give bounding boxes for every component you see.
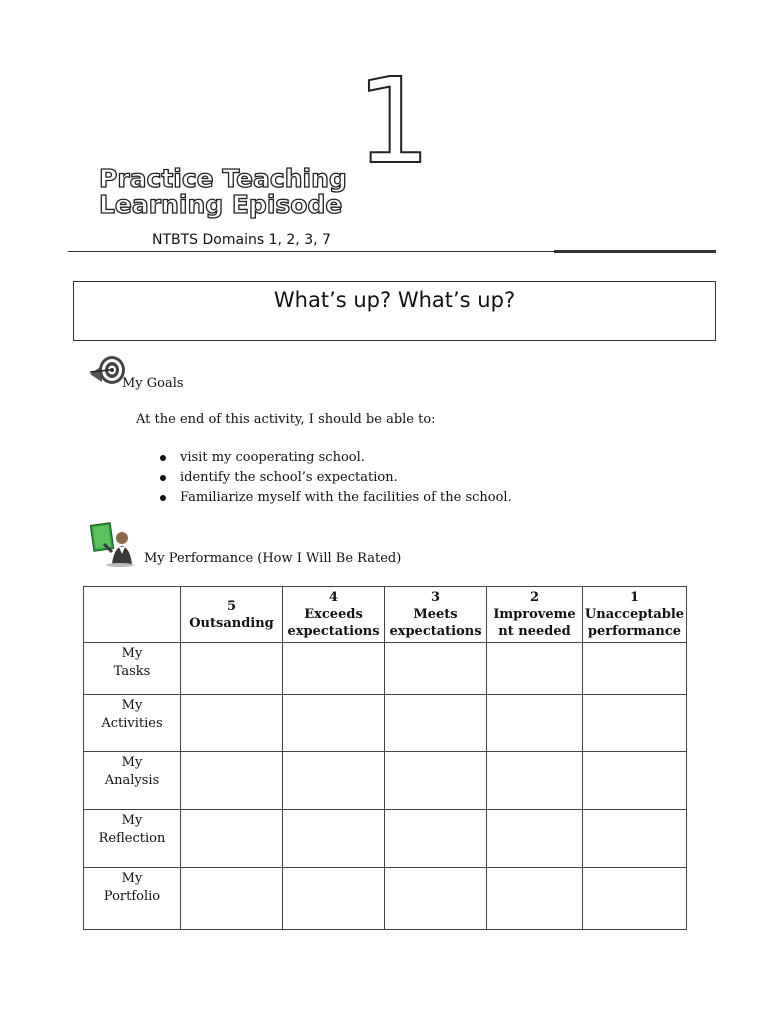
section-banner: [73, 281, 716, 341]
goals-list: [160, 449, 512, 509]
rating-cell: [487, 810, 583, 868]
rating-cell: [385, 643, 487, 695]
teacher-presentation-icon: [90, 522, 136, 568]
rating-cell: [487, 752, 583, 810]
rating-cell: [181, 868, 283, 930]
table-header-cell: 4 Exceeds expectations: [283, 587, 385, 643]
rating-cell: [385, 752, 487, 810]
rating-cell: [583, 810, 687, 868]
table-header-empty: [84, 587, 181, 643]
rating-cell: [283, 695, 385, 752]
goals-label: My Goals: [122, 376, 184, 391]
table-row: [84, 868, 687, 930]
rating-cell: [583, 643, 687, 695]
list-item: visit my cooperating school.: [160, 449, 512, 469]
bullet-icon: [160, 475, 166, 481]
list-item: Familiarize myself with the facilities of the school.: [160, 489, 512, 509]
rating-cell: [181, 643, 283, 695]
table-header-cell: 3 Meets expectations: [385, 587, 487, 643]
goals-intro: At the end of this activity, I should be able to:: [136, 412, 436, 427]
rating-cell: [583, 752, 687, 810]
rating-cell: [385, 695, 487, 752]
episode-title-line1: Practice Teaching: [99, 164, 347, 193]
row-label: My Reflection: [84, 810, 181, 868]
rating-cell: [487, 643, 583, 695]
table-header-row: [84, 587, 687, 643]
table-row: [84, 810, 687, 868]
episode-number: 1: [356, 52, 432, 190]
rating-cell: [283, 643, 385, 695]
rating-cell: [181, 695, 283, 752]
banner-title: What’s up? What’s up?: [273, 288, 516, 312]
episode-title: [99, 166, 347, 218]
row-label: My Portfolio: [84, 868, 181, 930]
rating-cell: [487, 695, 583, 752]
table-header-cell: 1 Unacceptable performance: [583, 587, 687, 643]
bullet-icon: [160, 455, 166, 461]
rating-cell: [385, 868, 487, 930]
rating-cell: [283, 810, 385, 868]
rating-cell: [385, 810, 487, 868]
rating-cell: [583, 868, 687, 930]
table-header-cell: 2 Improveme nt needed: [487, 587, 583, 643]
table-row: [84, 695, 687, 752]
table-row: [84, 752, 687, 810]
episode-title-line2: Learning Episode: [99, 190, 343, 219]
rating-cell: [181, 752, 283, 810]
rating-cell: [283, 868, 385, 930]
row-label: My Activities: [84, 695, 181, 752]
bullet-icon: [160, 495, 166, 501]
rating-cell: [583, 695, 687, 752]
rating-cell: [487, 868, 583, 930]
row-label: My Tasks: [84, 643, 181, 695]
rubric-table: [83, 586, 687, 930]
performance-label: My Performance (How I Will Be Rated): [144, 551, 402, 566]
header-divider-accent: [554, 250, 716, 253]
table-row: [84, 643, 687, 695]
rating-cell: [283, 752, 385, 810]
table-header-cell: 5 Outsanding: [181, 587, 283, 643]
row-label: My Analysis: [84, 752, 181, 810]
domains-label: NTBTS Domains 1, 2, 3, 7: [152, 232, 331, 248]
list-item: identify the school’s expectation.: [160, 469, 512, 489]
rating-cell: [181, 810, 283, 868]
